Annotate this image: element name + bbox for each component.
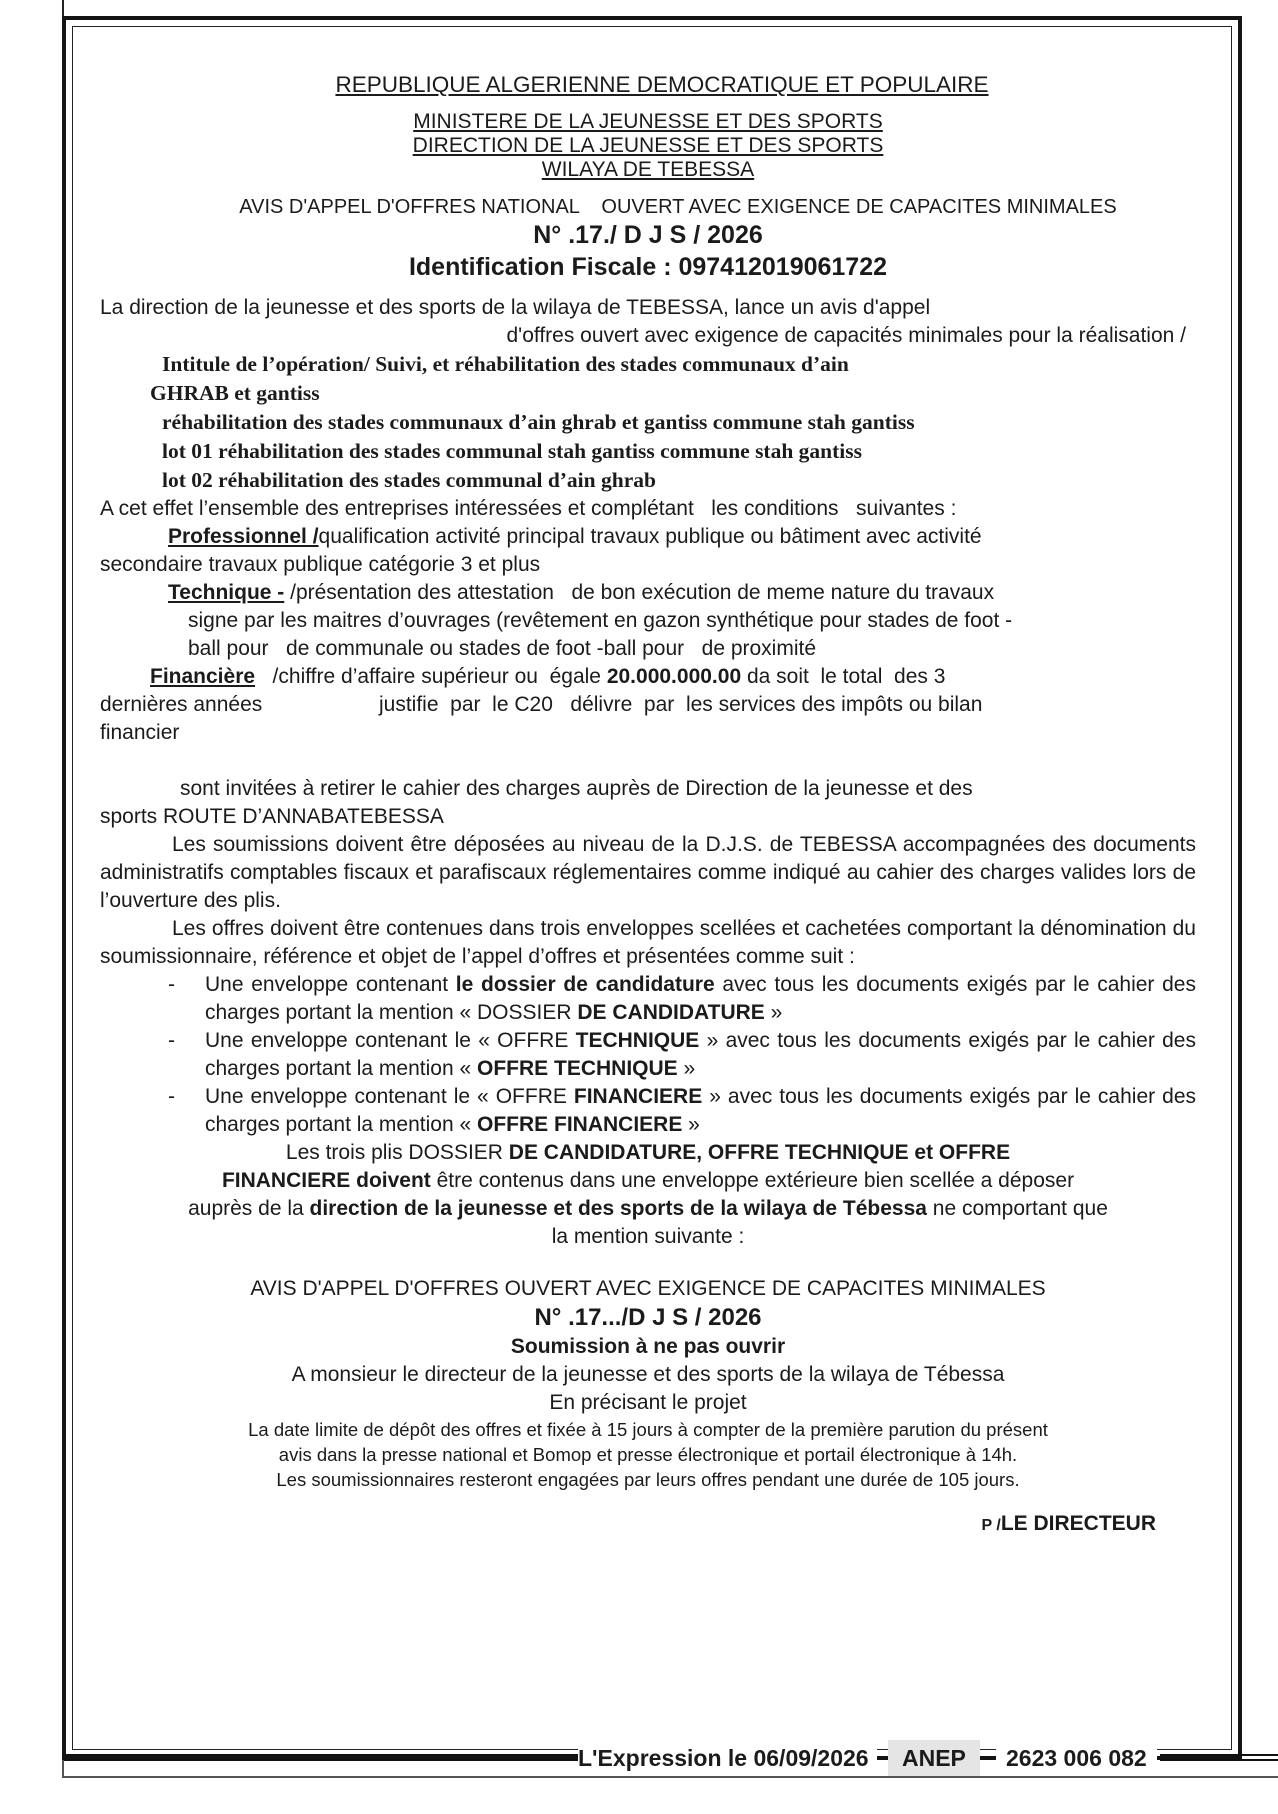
closing-bold: FINANCIERE doivent xyxy=(221,1169,431,1192)
fiscal-id: Identification Fiscale : 097412019061722 xyxy=(408,253,888,281)
signature-prefix: P / xyxy=(981,1517,1001,1534)
operation-lot-1: lot 01 réhabilitation des stades communal stah gantiss commune stah gantiss xyxy=(162,439,862,463)
professional-label: Professionnel / xyxy=(168,525,319,548)
envelope-text: avec tous les documents exigés par le cahier des charges portant la mention « DOSSIER xyxy=(205,973,1196,1024)
footer-rule-right xyxy=(1160,1754,1278,1761)
bullet-dash: - xyxy=(168,973,175,996)
envelope-bold: TECHNIQUE xyxy=(575,1029,700,1052)
footer-rule-left xyxy=(62,1754,578,1761)
envelope-text: Une enveloppe contenant le « OFFRE xyxy=(205,1029,576,1052)
envelope-text: Une enveloppe contenant xyxy=(205,973,456,996)
closing-text: être contenus dans une enveloppe extérieure bien scellée a déposer xyxy=(430,1169,1075,1192)
envelope-item-financiere xyxy=(100,1083,1196,1139)
body-paragraph-3: Les offres doivent être contenues dans trois enveloppes scellées et cachetées comportant la dénomination du soumissionnaire, référence et objet de l’appel d’offres et présentées comme suit : xyxy=(100,917,1196,968)
envelope-text: Une enveloppe contenant le « OFFRE xyxy=(205,1085,574,1108)
footer-reference: 2623 006 082 xyxy=(996,1740,1157,1776)
technical-text-2: signe par les maitres d’ouvrages (revêtement en gazon synthétique pour stades de foot - xyxy=(188,609,1013,632)
envelope-mention: OFFRE TECHNIQUE xyxy=(477,1057,678,1080)
body-paragraph-1b: sports ROUTE D’ANNABATEBESSA xyxy=(100,805,444,828)
engagement-line: Les soumissionnaires resteront engagées par leurs offres pendant une durée de 105 jours. xyxy=(276,1469,1020,1490)
closing-bold: DE CANDIDATURE, OFFRE TECHNIQUE et OFFRE xyxy=(508,1141,1011,1164)
mention-project: En précisant le projet xyxy=(549,1391,747,1414)
closing-bold: direction de la jeunesse et des sports de la wilaya de Tébessa xyxy=(309,1197,927,1220)
bullet-dash: - xyxy=(168,1085,175,1108)
operation-title-cont: GHRAB et gantiss xyxy=(150,381,320,405)
bullet-dash: - xyxy=(168,1029,175,1052)
footer-agency: ANEP xyxy=(888,1740,980,1776)
financial-text-2: dernières années justifie par le C20 délivre par les services des impôts ou bilan xyxy=(100,693,983,716)
envelope-text: » avec tous les documents exigés par le cahier des charges portant la mention « xyxy=(205,1029,1196,1080)
direction-heading: DIRECTION DE LA JEUNESSE ET DES SPORTS xyxy=(412,134,884,157)
closing-line-4: la mention suivante : xyxy=(551,1225,745,1248)
closing-text: Les trois plis DOSSIER xyxy=(285,1141,509,1164)
signature-text: LE DIRECTEUR xyxy=(1000,1512,1156,1535)
financial-text-b: da soit le total des 3 xyxy=(741,665,946,688)
footer-newspaper-date: L'Expression le 06/09/2026 xyxy=(578,1740,877,1776)
mention-title: AVIS D'APPEL D'OFFRES OUVERT AVEC EXIGENCE DE CAPACITES MINIMALES xyxy=(250,1277,1046,1300)
envelope-mention: DE CANDIDATURE xyxy=(577,1001,765,1024)
notice-number: N° .17./ D J S / 2026 xyxy=(533,221,763,249)
wilaya-heading: WILAYA DE TEBESSA xyxy=(541,158,755,181)
envelope-text: » xyxy=(764,1001,783,1024)
bottom-rule xyxy=(62,1776,1278,1778)
technical-text-3: ball pour de communale ou stades de foot -ball pour de proximité xyxy=(188,637,817,660)
envelope-text: » xyxy=(677,1057,696,1080)
envelope-item-candidature xyxy=(100,971,1196,1027)
professional-text-2: secondaire travaux publique catégorie 3 et plus xyxy=(100,553,541,576)
publication-footer xyxy=(0,1740,1278,1780)
closing-line-3 xyxy=(100,1195,1196,1223)
financial-label: Financière xyxy=(150,665,256,688)
technical-text: /présentation des attestation de bon exécution de meme nature du travaux xyxy=(284,581,995,604)
envelope-mention: OFFRE FINANCIERE xyxy=(477,1113,683,1136)
envelope-bold: le dossier de candidature xyxy=(455,973,715,996)
mention-recipient: A monsieur le directeur de la jeunesse et des sports de la wilaya de Tébessa xyxy=(291,1363,1005,1386)
professional-text: qualification activité principal travaux publique ou bâtiment avec activité xyxy=(318,525,982,548)
envelope-text: » avec tous les documents exigés par le cahier des charges portant la mention « xyxy=(205,1085,1196,1136)
closing-line-2 xyxy=(100,1167,1196,1195)
conditions-intro: A cet effet l’ensemble des entreprises intéressées et complétant les conditions suivantes : xyxy=(100,497,957,520)
envelope-item-technique xyxy=(100,1027,1196,1083)
top-rule xyxy=(62,0,64,16)
deadline-line-2: avis dans la presse national et Bomop et presse électronique et portail électronique à 14h. xyxy=(278,1444,1018,1465)
mention-number: N° .17.../D J S / 2026 xyxy=(534,1304,762,1331)
notice-title: AVIS D'APPEL D'OFFRES NATIONAL OUVERT AVEC EXIGENCE DE CAPACITES MINIMALES xyxy=(239,196,1117,218)
financial-text: /chiffre d’affaire supérieur ou égale xyxy=(255,665,607,688)
operation-lot-2: lot 02 réhabilitation des stades communal d’ain ghrab xyxy=(162,468,656,492)
mention-not-open: Soumission à ne pas ouvrir xyxy=(510,1335,786,1358)
intro-line-2: d'offres ouvert avec exigence de capacités minimales pour la réalisation / xyxy=(506,324,1186,347)
deadline-line-1: La date limite de dépôt des offres et fixée à 15 jours à compter de la première parution du présent xyxy=(248,1419,1048,1440)
republic-heading: REPUBLIQUE ALGERIENNE DEMOCRATIQUE ET POPULAIRE xyxy=(335,72,989,97)
operation-title: Intitule de l’opération/ Suivi, et réhabilitation des stades communaux d’ain xyxy=(162,352,849,376)
body-paragraph-1: sont invitées à retirer le cahier des charges auprès de Direction de la jeunesse et des xyxy=(180,777,973,800)
closing-text: auprès de la xyxy=(188,1197,310,1220)
intro-line-1: La direction de la jeunesse et des sports de la wilaya de TEBESSA, lance un avis d'appel xyxy=(100,296,931,319)
notice-content xyxy=(100,70,1196,1540)
ministry-heading: MINISTERE DE LA JEUNESSE ET DES SPORTS xyxy=(413,110,883,133)
envelope-bold: FINANCIERE xyxy=(573,1085,703,1108)
closing-text: ne comportant que xyxy=(926,1197,1108,1220)
technical-label: Technique - xyxy=(168,581,285,604)
financial-amount: 20.000.000.00 xyxy=(606,665,742,688)
envelope-text: » xyxy=(682,1113,700,1136)
closing-line-1 xyxy=(100,1139,1196,1167)
body-paragraph-2: Les soumissions doivent être déposées au niveau de la D.J.S. de TEBESSA accompagnées des documents administratifs comptables fiscaux et parafiscaux réglementaires comme indiqué au cahier des charges valides lors de l’ouverture des plis. xyxy=(100,833,1196,912)
operation-item: réhabilitation des stades communaux d’ain ghrab et gantiss commune stah gantiss xyxy=(162,410,915,434)
signature xyxy=(100,1510,1196,1540)
financial-text-3: financier xyxy=(100,721,180,744)
